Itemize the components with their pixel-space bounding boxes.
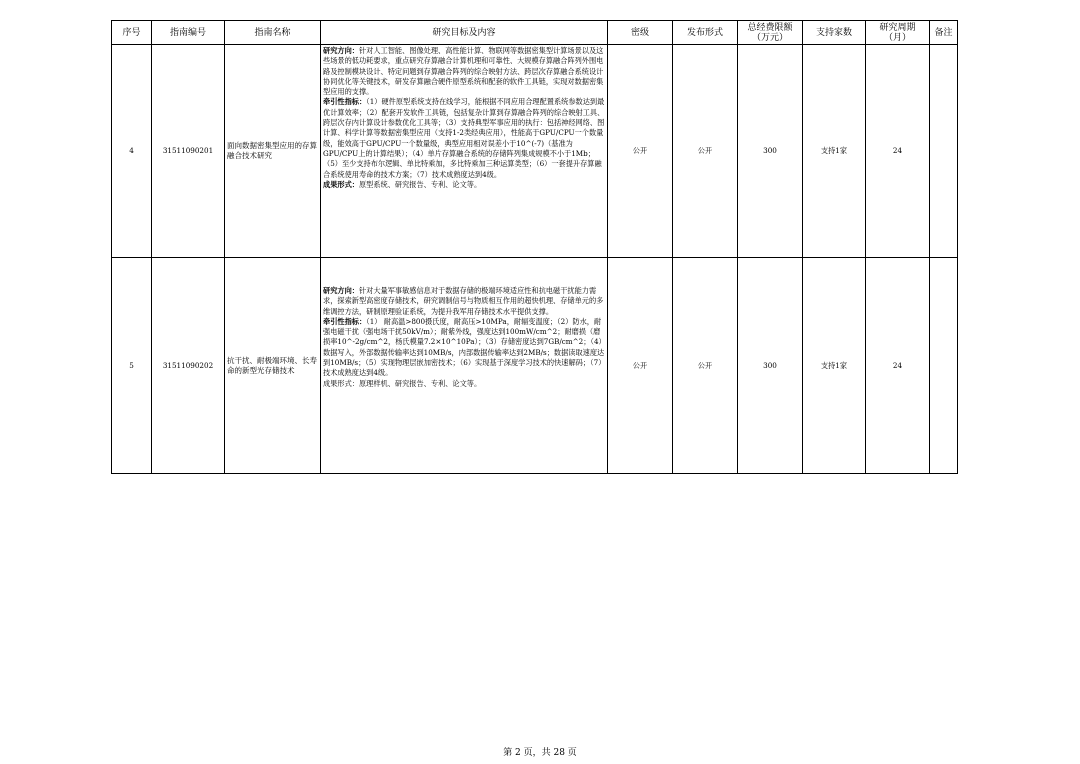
page-footer: 第 2 页，共 28 页: [503, 748, 577, 758]
direction-label: 研究方向：: [323, 286, 359, 295]
cell-name: 面向数据密集型应用的存算融合技术研究: [225, 45, 321, 258]
output-label: 成果形式：: [323, 179, 359, 189]
col-header-remark: 备注: [930, 21, 958, 45]
header-row: [112, 21, 958, 45]
cell-units: 支持1家: [803, 45, 866, 258]
cell-no: 5: [112, 258, 152, 474]
cell-no: 4: [112, 45, 152, 258]
output-text: 成果形式：原理样机、研究报告、专利、论文等。: [323, 378, 482, 388]
cell-name: 抗干扰、耐极端环境、长寿命的新型光存储技术: [225, 258, 321, 474]
indicator-label: 牵引性指标：: [323, 97, 367, 107]
direction-label: 研究方向：: [323, 46, 359, 55]
indicator-text: （1） 耐高温>800摄氏度，耐高压>10MPa，耐辐变温度；（2）防水，耐强电磁干扰（强电场干扰50kV/m）；耐紫外线，强度达到100mW/cm^2；耐磨损（磨损率10^-2g/cm^2，杨氏模量7.2×10^10Pa）；（3）存储密度达到7GB/cm^2；（4）数据写入，外部数据传输率达到10MB/s，内部数据传输率达到2MB/s；数据读取速度达到10MB/s；（5）实现物理层嵌加密技术；（6）实现基于深度学习技术的快速解码；（7）技术成熟度达到4级。: [323, 316, 605, 378]
cell-release: 公开: [673, 45, 738, 258]
direction-text: 针对人工智能、图像处理、高性能计算、物联网等数据密集型计算场景以及这些场景的低功耗要求，重点研究存算融合计算机理和可靠性、大规模存算融合阵列外围电路及控制模块设计、特定问题到存算融合阵列的综合映射方法、跨层次存算融合系统设计协同优化等关键技术，研发存算融合硬件原型系统和配套的软件工具链，实现对数据密集型应用的支撑。: [323, 46, 604, 97]
direction-text: 针对大量军事敏感信息对于数据存储的极端环境适应性和抗电磁干扰能力需求，探索新型高密度存储技术，研究调制信号与物质相互作用的超快机理、存储单元的多维调控方法，研制原理验证系统，为提升我军用存储技术水平提供支撑。: [323, 286, 604, 316]
cell-remark: [930, 45, 958, 258]
col-header-content: 研究目标及内容: [321, 21, 608, 45]
col-header-code: 指南编号: [152, 21, 225, 45]
indicator-text: （1）硬件原型系统支持在线学习，能根据不同应用合理配置系统参数达到最优计算效率；（2）配套开发软件工具链，包括复杂计算到存算融合阵列的综合映射工具、跨层次存内计算设计参数优化工具等；（3）支持典型军事应用的执行：包括神经网络、图计算、科学计算等数据密集型应用（支持1-2类经典应用），性能高于GPU/CPU一个数量级，能效高于GPU/CPU一个数量级，典型应用相对误差小于10^(-7)（基准为GPU/CPU上的计算结果）；（4）单片存算融合系统的存储阵列集成规模不小于1Mb；（5）至少支持布尔逻辑、单比特乘加，多比特乘加三种运算类型；（6）一套提升存算融合系统使用寿命的技术方案；（7）技术成熟度达到4级。: [323, 97, 605, 179]
cell-funding: 300: [738, 45, 803, 258]
cell-period: 24: [866, 45, 930, 258]
output-text: 原型系统、研究报告、专利、论文等。: [358, 179, 482, 189]
cell-content: [321, 258, 608, 474]
cell-code: 31511090202: [152, 258, 225, 474]
col-header-secret: 密级: [608, 21, 673, 45]
col-header-funding: 总经费限额 （万元）: [738, 21, 803, 45]
col-header-period: 研究周期 （月）: [866, 21, 930, 45]
cell-code: 31511090201: [152, 45, 225, 258]
cell-funding: 300: [738, 258, 803, 474]
indicator-label: 牵引性指标：: [323, 316, 367, 326]
cell-content: [321, 45, 608, 258]
cell-period: 24: [866, 258, 930, 474]
col-header-name: 指南名称: [225, 21, 321, 45]
guide-table: [111, 20, 958, 474]
cell-units: 支持1家: [803, 258, 866, 474]
cell-release: 公开: [673, 258, 738, 474]
col-header-units: 支持家数: [803, 21, 866, 45]
cell-remark: [930, 258, 958, 474]
table-row: [112, 45, 958, 258]
table-row: [112, 258, 958, 474]
col-header-release: 发布形式: [673, 21, 738, 45]
col-header-no: 序号: [112, 21, 152, 45]
cell-secret: 公开: [608, 45, 673, 258]
cell-secret: 公开: [608, 258, 673, 474]
